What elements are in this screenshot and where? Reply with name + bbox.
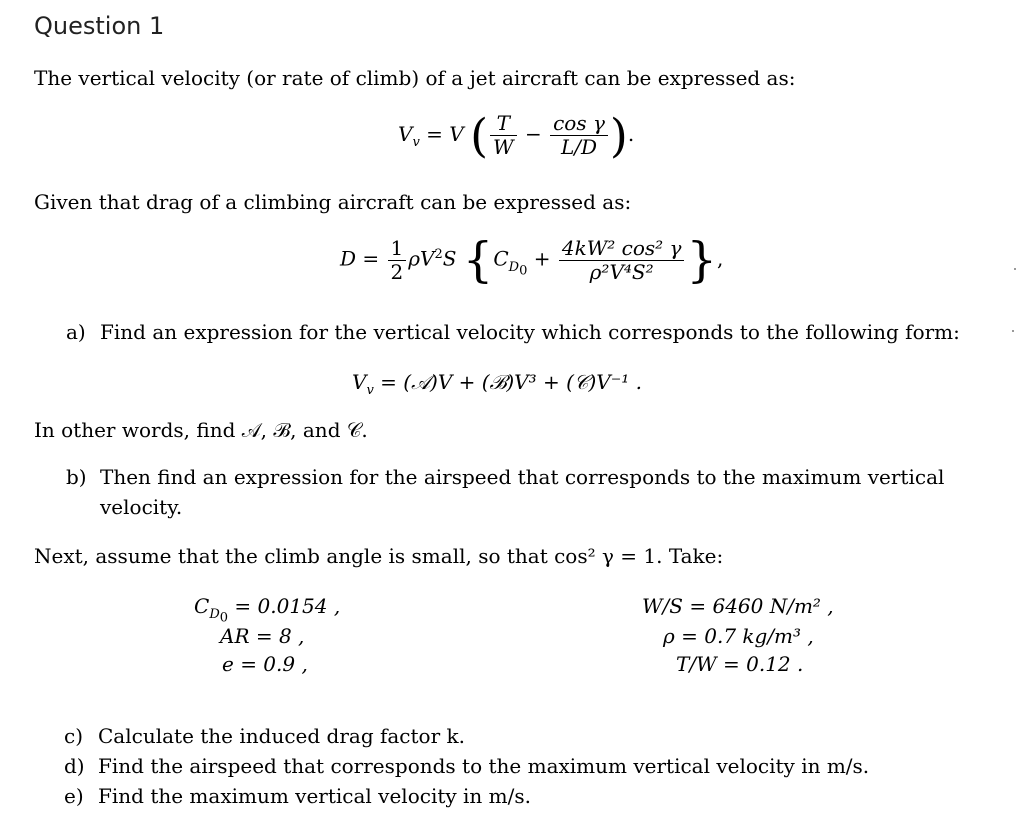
equation-vertical-velocity: $V_v = V$ ( $\frac{T}{W}$ − $\frac{\text{cos γ}}{L/D}$ ).	[398, 108, 635, 163]
equation-drag: D = $\frac{1}{2}$ $\rho V^2S$ {$C_{D_0}$ + $\frac{\text{4kW² cos² γ}}{\text{ρ²V⁴S²}}$ },	[340, 232, 724, 288]
part-a: a) Find an expression for the vertical velocity which corresponds to the following form:	[66, 320, 960, 344]
scan-mark	[1014, 268, 1016, 270]
drag-intro-text: Given that drag of a climbing aircraft can be expressed as:	[34, 190, 632, 214]
given-ws: W/S = 6460 N/m² ,	[642, 594, 834, 618]
part-e: e) Find the maximum vertical velocity in m/s.	[64, 784, 531, 808]
intro-text: The vertical velocity (or rate of climb) of a jet aircraft can be expressed as:	[34, 66, 796, 90]
part-c: c) Calculate the induced drag factor k.	[64, 724, 465, 748]
given-tw: T/W = 0.12 .	[676, 652, 804, 676]
given-ar: AR = 8 ,	[220, 624, 305, 648]
eq1-frac-tw: $\frac{T}{W}$	[490, 112, 517, 159]
given-rho: ρ = 0.7 kg/m³ ,	[663, 624, 814, 648]
eq1-lhs: V	[398, 122, 413, 146]
given-e: e = 0.9 ,	[222, 652, 308, 676]
in-other-words-text: In other words, find 𝒜, ℬ, and 𝒞.	[34, 418, 368, 442]
assume-text: Next, assume that the climb angle is small, so that cos² γ = 1. Take:	[34, 544, 724, 568]
equation-target-form: $V_v$ = (𝒜)V + (ℬ)V³ + (𝒞)V⁻¹ .	[352, 370, 642, 398]
part-b-line2: velocity.	[100, 495, 183, 519]
eq2-half: $\frac{1}{2}$	[388, 237, 407, 284]
given-cd0: $C_{D_0} = 0.0154$ ,	[194, 594, 341, 626]
eq2-frac: $\frac{\text{4kW² cos² γ}}{\text{ρ²V⁴S²}}$	[559, 237, 685, 284]
scan-mark	[1012, 330, 1014, 332]
part-d: d) Find the airspeed that corresponds to the maximum vertical velocity in m/s.	[64, 754, 870, 778]
eq1-rhs-v: = V	[426, 122, 464, 146]
question-title: Question 1	[34, 12, 165, 40]
part-b: b) Then find an expression for the airspeed that corresponds to the maximum vertical	[66, 465, 945, 489]
eq1-frac-cos-ld: $\frac{\text{cos γ}}{L/D}$	[550, 112, 608, 159]
